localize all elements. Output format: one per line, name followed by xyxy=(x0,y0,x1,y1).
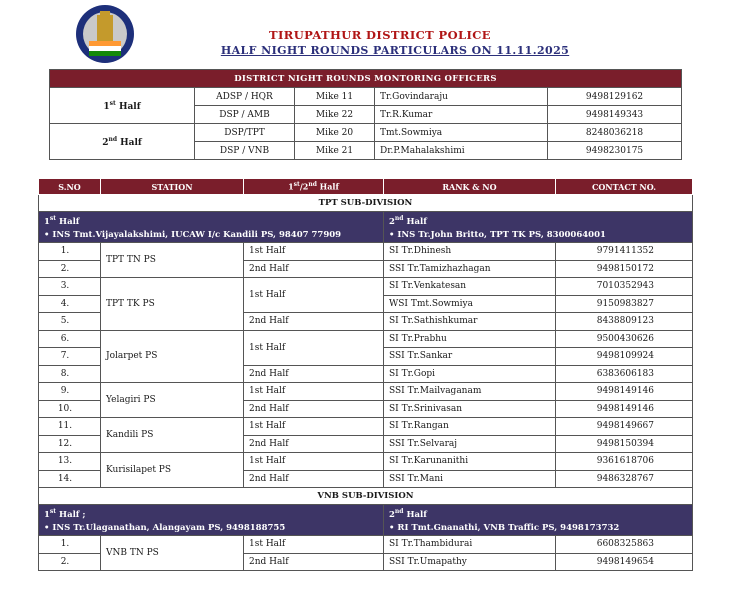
sno: 12. xyxy=(39,435,101,453)
half: 1st Half xyxy=(244,418,384,436)
contact: 9498150394 xyxy=(556,435,693,453)
officer-contact: 9498129162 xyxy=(548,88,682,106)
officer-role: DSP / VNB xyxy=(195,142,295,160)
rank: SSI Tr.Tamizhazhagan xyxy=(384,260,556,278)
rank: SI Tr.Srinivasan xyxy=(384,400,556,418)
contact: 9498150172 xyxy=(556,260,693,278)
vnb-first-half-inspector: 1st Half ; • INS Tr.Ulaganathan, Alangayam PS, 9498188755 xyxy=(39,505,384,536)
contact: 9498109924 xyxy=(556,348,693,366)
half: 2nd Half xyxy=(244,470,384,488)
police-emblem-logo xyxy=(75,3,135,65)
sno: 10. xyxy=(39,400,101,418)
station-name: TPT TK PS xyxy=(101,278,244,331)
rank: SI Tr.Venkatesan xyxy=(384,278,556,296)
col-header-contact: CONTACT NO. xyxy=(556,179,693,195)
sno: 1. xyxy=(39,243,101,261)
officer-contact: 9498230175 xyxy=(548,142,682,160)
mike-code: Mike 22 xyxy=(295,106,375,124)
rank: SI Tr.Gopi xyxy=(384,365,556,383)
contact: 7010352943 xyxy=(556,278,693,296)
officer-role: ADSP / HQR xyxy=(195,88,295,106)
rank: SI Tr.Rangan xyxy=(384,418,556,436)
station-name: VNB TN PS xyxy=(101,536,244,571)
officer-contact: 8248036218 xyxy=(548,124,682,142)
vnb-subdivision-title: VNB SUB-DIVISION xyxy=(39,488,693,505)
monitoring-heading: DISTRICT NIGHT ROUNDS MONTORING OFFICERS xyxy=(50,70,682,88)
officer-name: Tmt.Sowmiya xyxy=(375,124,548,142)
col-header-rank: RANK & NO xyxy=(384,179,556,195)
sno: 13. xyxy=(39,453,101,471)
sno: 14. xyxy=(39,470,101,488)
sno: 2. xyxy=(39,260,101,278)
rank: SSI Tr.Selvaraj xyxy=(384,435,556,453)
contact: 6383606183 xyxy=(556,365,693,383)
half: 1st Half xyxy=(244,453,384,471)
half: 1st Half xyxy=(244,243,384,261)
mike-code: Mike 20 xyxy=(295,124,375,142)
station-name: Kurisilapet PS xyxy=(101,453,244,488)
sno: 4. xyxy=(39,295,101,313)
vnb-second-half-inspector: 2nd Half • RI Tmt.Gnanathi, VNB Traffic PS, 9498173732 xyxy=(384,505,693,536)
contact: 9498149146 xyxy=(556,383,693,401)
tpt-subdivision-title: TPT SUB-DIVISION xyxy=(39,195,693,212)
sno: 2. xyxy=(39,553,101,571)
night-rounds-table xyxy=(38,178,693,571)
officer-role: DSP/TPT xyxy=(195,124,295,142)
rank: SSI Tr.Umapathy xyxy=(384,553,556,571)
rank: SI Tr.Dhinesh xyxy=(384,243,556,261)
col-header-half: 1st/2nd Half xyxy=(244,179,384,195)
half: 2nd Half xyxy=(244,365,384,383)
contact: 9498149146 xyxy=(556,400,693,418)
station-name: Yelagiri PS xyxy=(101,383,244,418)
first-half-label: 1st Half xyxy=(50,88,195,124)
contact: 9150983827 xyxy=(556,295,693,313)
station-name: Jolarpet PS xyxy=(101,330,244,383)
officer-name: Tr.Govindaraju xyxy=(375,88,548,106)
rank: SSI Tr.Mani xyxy=(384,470,556,488)
half: 1st Half xyxy=(244,383,384,401)
half: 1st Half xyxy=(244,330,384,365)
half: 2nd Half xyxy=(244,400,384,418)
sno: 1. xyxy=(39,536,101,554)
tpt-first-half-inspector: 1st Half • INS Tmt.Vijayalakshimi, IUCAW I/c Kandili PS, 98407 77909 xyxy=(39,212,384,243)
half: 2nd Half xyxy=(244,313,384,331)
officer-name: Dr.P.Mahalakshimi xyxy=(375,142,548,160)
contact: 9498149667 xyxy=(556,418,693,436)
sno: 3. xyxy=(39,278,101,296)
mike-code: Mike 21 xyxy=(295,142,375,160)
contact: 9500430626 xyxy=(556,330,693,348)
rank: SSI Tr.Mailvaganam xyxy=(384,383,556,401)
half: 2nd Half xyxy=(244,553,384,571)
page-title: TIRUPATHUR DISTRICT POLICE xyxy=(269,28,491,42)
contact: 9486328767 xyxy=(556,470,693,488)
station-name: TPT TN PS xyxy=(101,243,244,278)
contact: 9791411352 xyxy=(556,243,693,261)
station-name: Kandili PS xyxy=(101,418,244,453)
rank: SI Tr.Karunanithi xyxy=(384,453,556,471)
col-header-station: STATION xyxy=(101,179,244,195)
officer-name: Tr.R.Kumar xyxy=(375,106,548,124)
rank: SI Tr.Prabhu xyxy=(384,330,556,348)
half: 1st Half xyxy=(244,536,384,554)
rank: SI Tr.Thambidurai xyxy=(384,536,556,554)
contact: 9498149654 xyxy=(556,553,693,571)
rank: SI Tr.Sathishkumar xyxy=(384,313,556,331)
half: 2nd Half xyxy=(244,260,384,278)
tpt-second-half-inspector: 2nd Half • INS Tr.John Britto, TPT TK PS, 8300064001 xyxy=(384,212,693,243)
sno: 6. xyxy=(39,330,101,348)
sno: 7. xyxy=(39,348,101,366)
col-header-sno: S.NO xyxy=(39,179,101,195)
rank: SSI Tr.Sankar xyxy=(384,348,556,366)
mike-code: Mike 11 xyxy=(295,88,375,106)
second-half-label: 2nd Half xyxy=(50,124,195,160)
monitoring-officers-table xyxy=(49,69,682,160)
sno: 8. xyxy=(39,365,101,383)
officer-role: DSP / AMB xyxy=(195,106,295,124)
half: 2nd Half xyxy=(244,435,384,453)
sno: 11. xyxy=(39,418,101,436)
sno: 5. xyxy=(39,313,101,331)
contact: 8438809123 xyxy=(556,313,693,331)
contact: 9361618706 xyxy=(556,453,693,471)
half: 1st Half xyxy=(244,278,384,313)
officer-contact: 9498149343 xyxy=(548,106,682,124)
rank: WSI Tmt.Sowmiya xyxy=(384,295,556,313)
page-subtitle: HALF NIGHT ROUNDS PARTICULARS ON 11.11.2025 xyxy=(220,44,570,57)
sno: 9. xyxy=(39,383,101,401)
contact: 6608325863 xyxy=(556,536,693,554)
